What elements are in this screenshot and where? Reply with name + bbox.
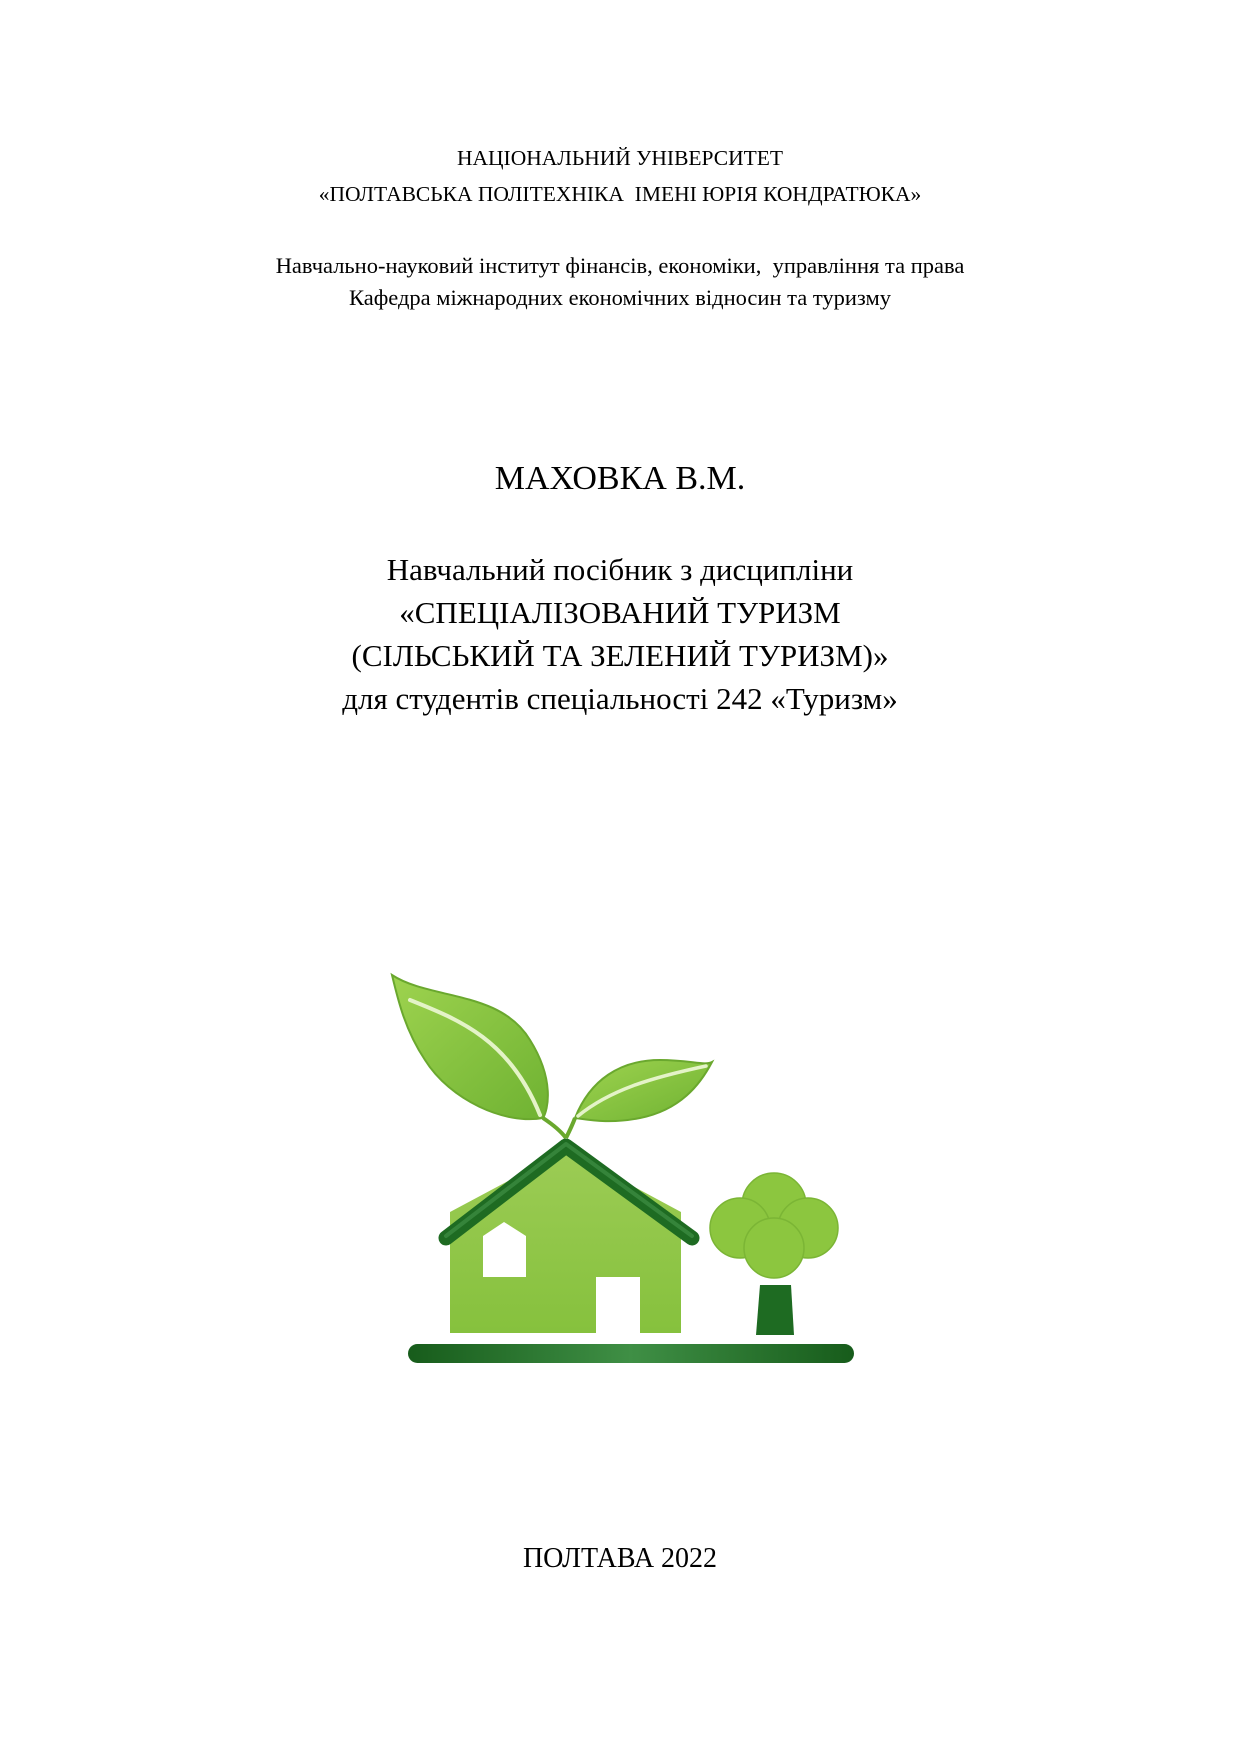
department-name: Кафедра міжнародних економічних відносин та туризму <box>349 285 891 310</box>
institute-name: Навчально-науковий інститут фінансів, економіки, управління та права <box>275 253 965 278</box>
tree-trunk-icon <box>756 1285 794 1335</box>
university-name-line1: НАЦІОНАЛЬНИЙ УНІВЕРСИТЕТ <box>456 146 784 170</box>
city-year: ПОЛТАВА 2022 <box>522 1543 718 1574</box>
green-house-illustration <box>380 960 880 1380</box>
big-leaf-icon <box>392 975 548 1119</box>
title-line-1: Навчальний посібник з дисципліни <box>386 552 854 587</box>
ground-line-icon <box>408 1344 854 1363</box>
author-name: МАХОВКА В.М. <box>494 460 746 497</box>
title-line-3: (СІЛЬСЬКИЙ ТА ЗЕЛЕНИЙ ТУРИЗМ)» <box>351 638 889 673</box>
title-line-4: для студентів спеціальності 242 «Туризм» <box>342 681 898 716</box>
green-house-with-leaves-and-tree-icon <box>380 960 880 1380</box>
title-line-2: «СПЕЦІАЛІЗОВАНИЙ ТУРИЗМ <box>399 595 841 630</box>
tree-crown-icon <box>710 1173 838 1278</box>
university-name-line2: «ПОЛТАВСЬКА ПОЛІТЕХНІКА ІМЕНІ ЮРІЯ КОНДРАТЮКА» <box>318 182 922 206</box>
